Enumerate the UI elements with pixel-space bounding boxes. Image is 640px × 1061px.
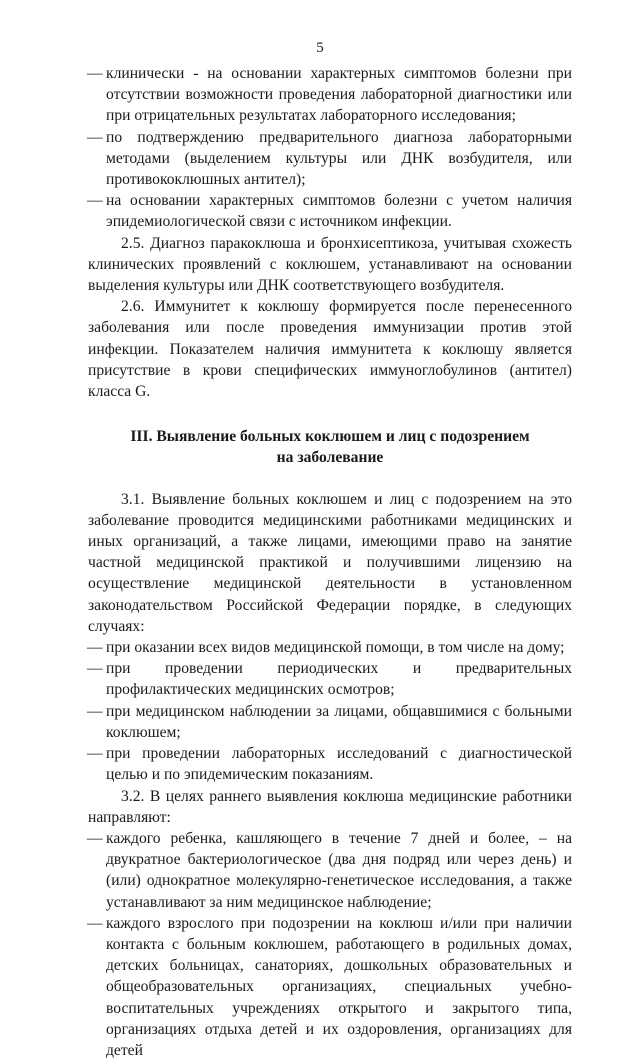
list-item-text: при медицинском наблюдении за лицами, общавшимися с больными коклюшем; [106, 702, 572, 741]
list-item [88, 913, 572, 1061]
list-item-text: каждого ребенка, кашляющего в течение 7 дней и более, – на двукратное бактериологическое (два дня подряд или через день) и (или) однократное молекулярно-генетическое исследования, а также устанавливают за ним медицинское наблюдение; [106, 829, 572, 911]
dash-marker: — [87, 914, 103, 932]
paragraph-3-2: 3.2. В целях раннего выявления коклюша медицинские работники направляют: [88, 787, 572, 826]
list-item-text: по подтверждению предварительного диагноза лабораторными методами (выделением культуры или ДНК возбудителя, или противококлюшных антител); [106, 128, 572, 189]
list-item [88, 658, 572, 700]
paragraph-3-1: 3.1. Выявление больных коклюшем и лиц с подозрением на это заболевание проводится медицинскими работниками медицинских и иных организаций, а также лицами, имеющими право на занятие частной медицинской практикой и получившими лицензию на осуществление медицинской деятельности в установленном законодательством Российской Федерации порядке, в следующих случаях: [88, 490, 572, 635]
dash-marker: — [87, 702, 103, 720]
list-item-text: при оказании всех видов медицинской помощи, в том числе на дому; [106, 639, 565, 657]
diagnosis-methods-list [88, 63, 572, 233]
paragraph-2-5: 2.5. Диагноз паракоклюша и бронхисептикоза, учитывая схожесть клинических проявлений с коклюшем, устанавливают на основании выделения культуры или ДНК соответствующего возбудителя. [88, 234, 572, 295]
detection-cases-list [88, 637, 572, 785]
list-item-text: на основании характерных симптомов болезни с учетом наличия эпидемиологической связи с источником инфекции. [106, 192, 572, 231]
paragraph-2-6: 2.6. Иммунитет к коклюшу формируется после перенесенного заболевания или после проведения иммунизации против этой инфекции. Показателем наличия иммунитета к коклюшу является присутствие в крови специфических иммуноглобулинов (антител) класса G. [88, 298, 572, 401]
dash-marker: — [87, 660, 103, 678]
dash-marker: — [87, 128, 103, 146]
list-item [88, 63, 572, 127]
dash-marker: — [87, 639, 103, 657]
section-heading: III. Выявление больных коклюшем и лиц с подозрением на заболевание [130, 428, 530, 467]
list-item-text: клинически - на основании характерных симптомов болезни при отсутствии возможности проведения лабораторной диагностики или при отрицательных результатах лабораторного исследования; [106, 65, 572, 125]
page-number: 5 [316, 40, 324, 56]
dash-marker: — [87, 829, 103, 847]
list-item [88, 743, 572, 785]
list-item-text: при проведении лабораторных исследований с диагностической целью и по эпидемическим показаниям. [106, 745, 572, 784]
dash-marker: — [87, 192, 103, 210]
list-item [88, 637, 572, 658]
list-item-text: при проведении периодических и предварительных профилактических медицинских осмотров; [106, 660, 572, 699]
list-item [88, 828, 572, 913]
list-item [88, 127, 572, 191]
dash-marker: — [87, 65, 103, 82]
list-item [88, 701, 572, 743]
list-item-text: каждого взрослого при подозрении на коклюш и/или при наличии контакта с больным коклюшем, работающего в родильных домах, детских больницах, санаториях, дошкольных образовательных и общеобразовательных организациях, специальных учебно-воспитательных учреждениях открытого и закрытого типа, организациях отдыха детей и их оздоровления, организациях для детей [106, 914, 572, 1059]
list-item [88, 190, 572, 232]
dash-marker: — [87, 745, 103, 763]
referral-list [88, 828, 572, 1061]
page-content [88, 63, 572, 1061]
